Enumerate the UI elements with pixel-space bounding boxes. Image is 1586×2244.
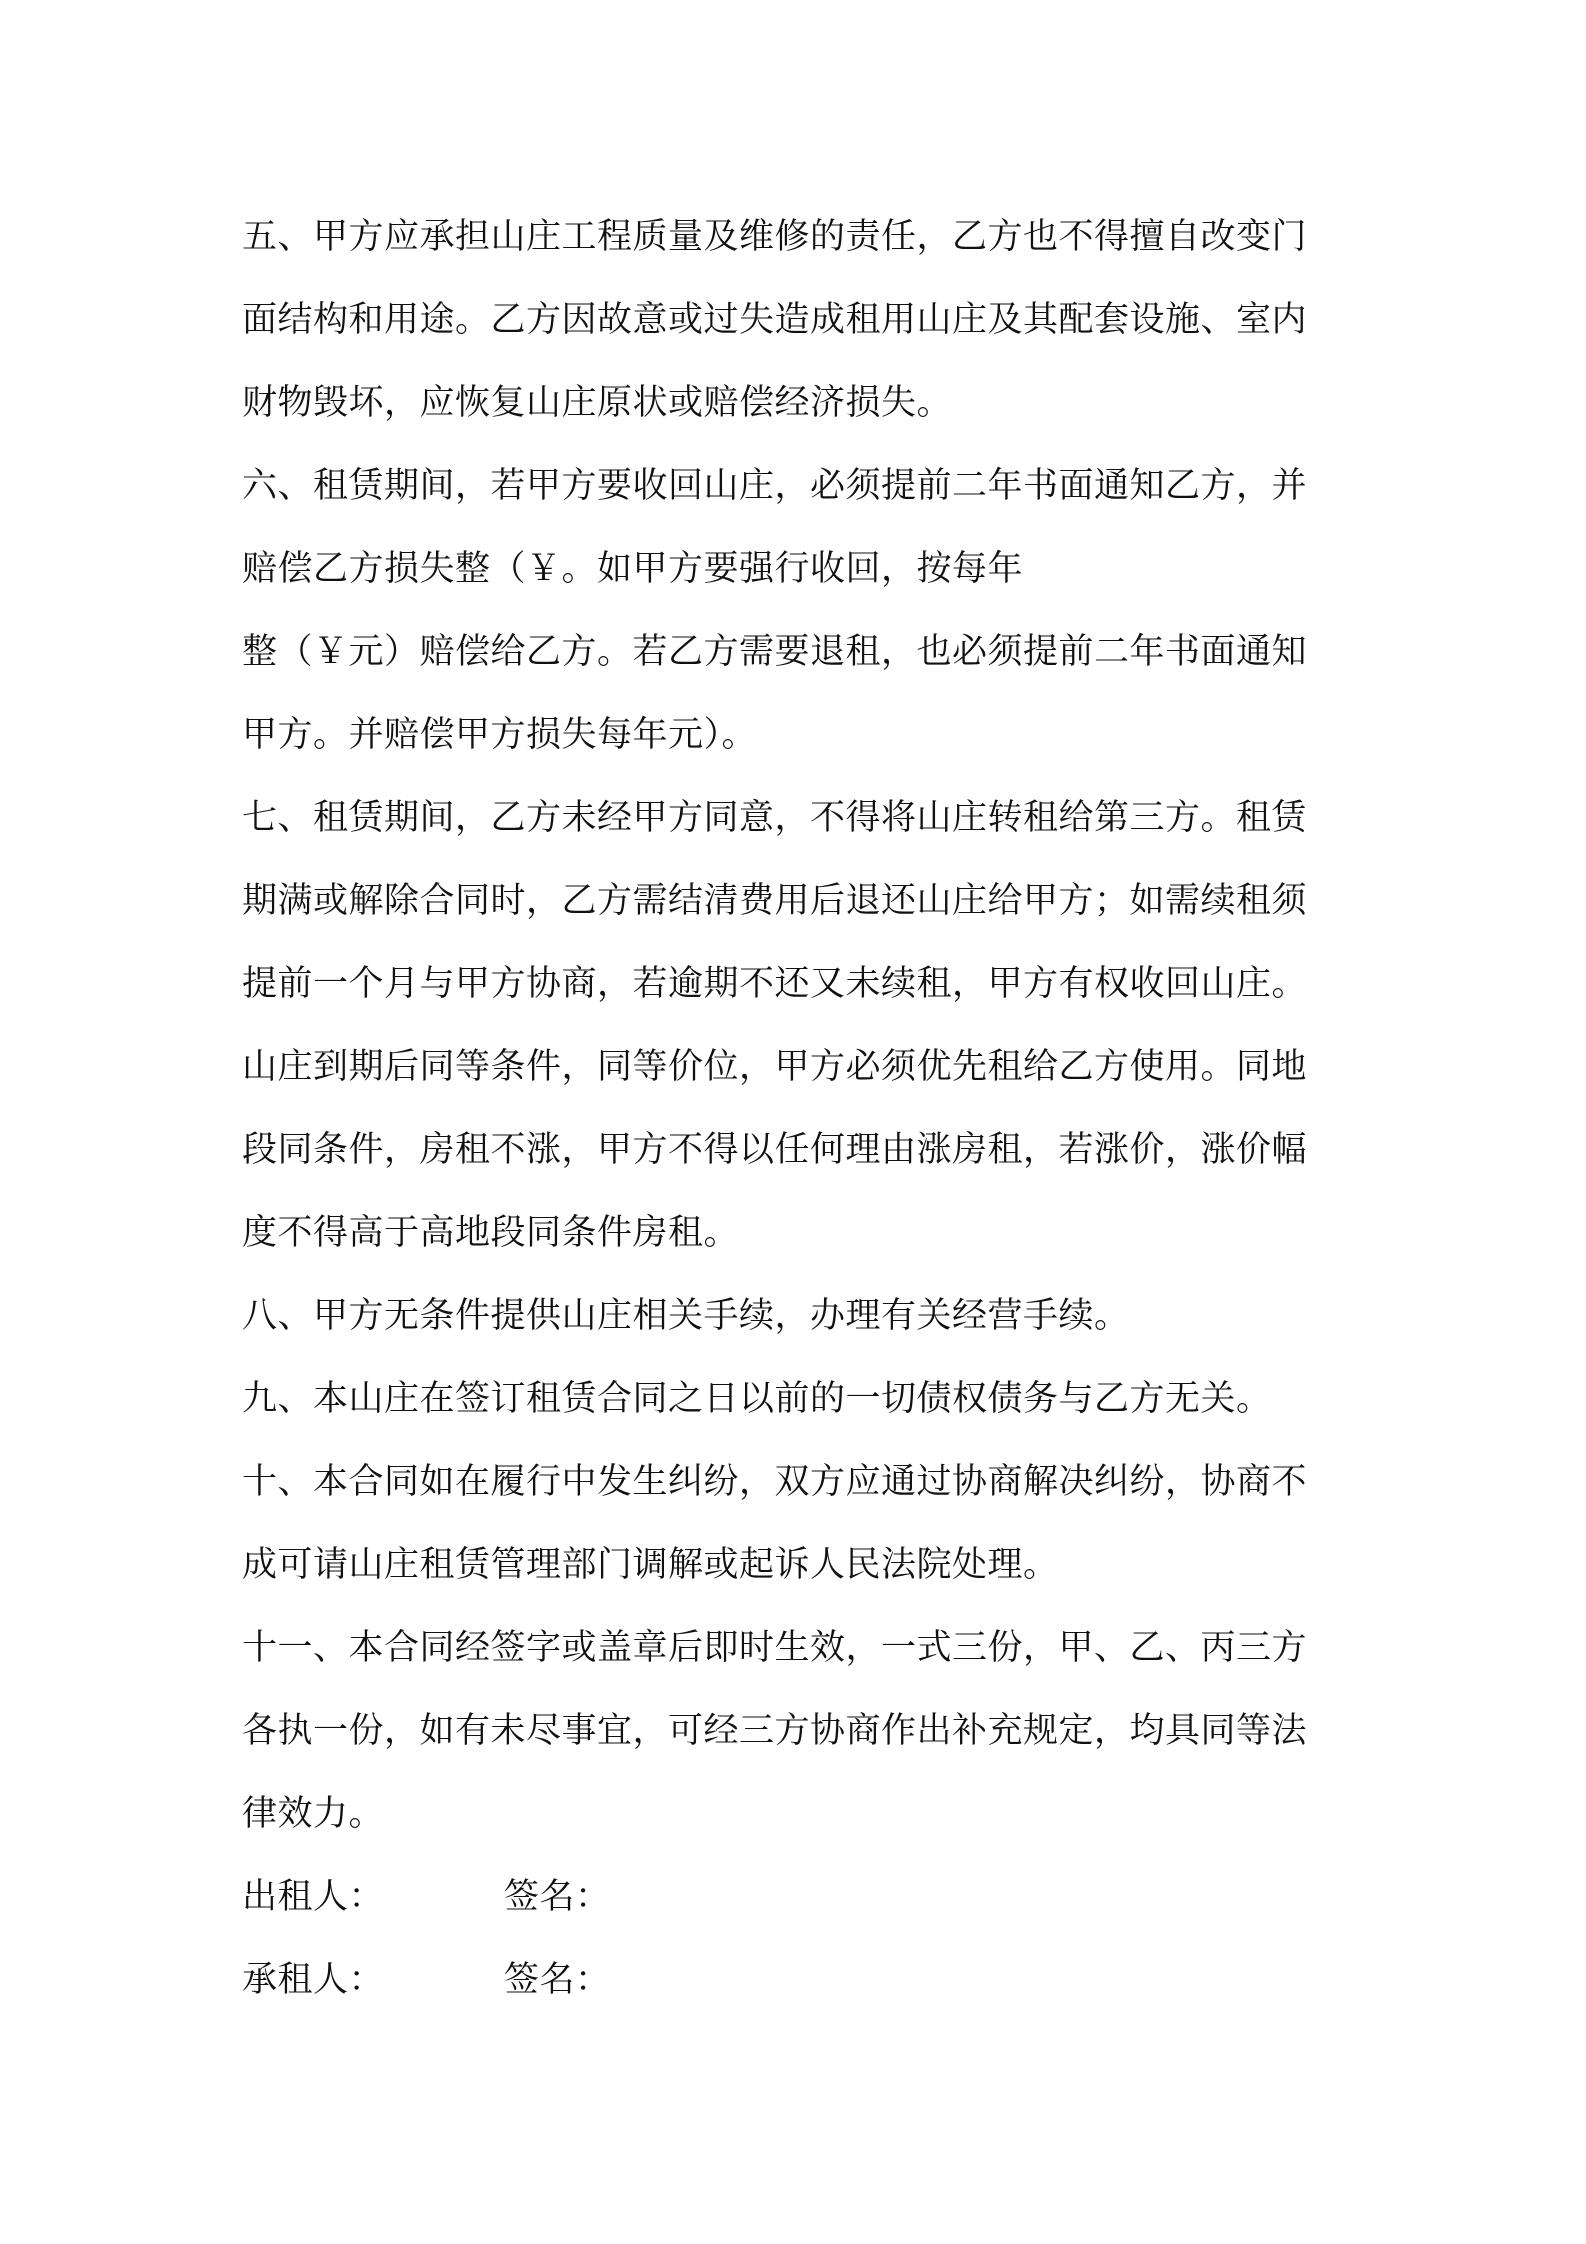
clause-line: 各执一份，如有未尽事宜，可经三方协商作出补充规定，均具同等法 <box>242 1711 1308 1751</box>
clause-line: 成可请山庄租赁管理部门调解或起诉人民法院处理。 <box>242 1545 1059 1585</box>
contract-body <box>242 196 1362 2022</box>
clause-line: 财物毁坏，应恢复山庄原状或赔偿经济损失。 <box>242 383 953 423</box>
clause-8 <box>242 1275 1362 1358</box>
lessor-signature-line <box>242 1856 1362 1939</box>
clause-line: 律效力。 <box>242 1794 385 1834</box>
lessor-sign-label: 签名： <box>504 1877 611 1917</box>
clause-line: 整（￥元）赔偿给乙方。若乙方需要退租，也必须提前二年书面通知 <box>242 632 1308 672</box>
clause-line: 甲方。并赔偿甲方损失每年元）。 <box>242 715 758 755</box>
clause-line: 赔偿乙方损失整（￥。如甲方要强行收回，按每年 <box>242 549 1024 589</box>
clause-line: 七、租赁期间，乙方未经甲方同意，不得将山庄转租给第三方。租赁 <box>242 798 1308 838</box>
clause-line: 十一、本合同经签字或盖章后即时生效，一式三份，甲、乙、丙三方 <box>242 1628 1308 1668</box>
clause-line: 八、甲方无条件提供山庄相关手续，办理有关经营手续。 <box>242 1296 1130 1336</box>
clause-11 <box>242 1607 1362 1856</box>
clause-9 <box>242 1358 1362 1441</box>
clause-line: 五、甲方应承担山庄工程质量及维修的责任，乙方也不得擅自改变门 <box>242 217 1308 257</box>
signature-block <box>242 1856 1362 2022</box>
clause-line: 面结构和用途。乙方因故意或过失造成租用山庄及其配套设施、室内 <box>242 300 1308 340</box>
clause-6 <box>242 445 1362 777</box>
clause-line: 提前一个月与甲方协商，若逾期不还又未续租，甲方有权收回山庄。 <box>242 964 1308 1004</box>
lessor-label: 出租人： <box>242 1877 385 1917</box>
clause-5 <box>242 196 1362 445</box>
clause-line: 九、本山庄在签订租赁合同之日以前的一切债权债务与乙方无关。 <box>242 1379 1272 1419</box>
clause-line: 段同条件，房租不涨，甲方不得以任何理由涨房租，若涨价，涨价幅 <box>242 1130 1308 1170</box>
clause-10 <box>242 1441 1362 1607</box>
lessee-signature-line <box>242 1939 1362 2022</box>
clause-7 <box>242 777 1362 1275</box>
lessee-label: 承租人： <box>242 1960 385 2000</box>
clause-line: 期满或解除合同时，乙方需结清费用后退还山庄给甲方；如需续租须 <box>242 881 1308 921</box>
clause-line: 度不得高于高地段同条件房租。 <box>242 1213 740 1253</box>
clause-line: 六、租赁期间，若甲方要收回山庄，必须提前二年书面通知乙方，并 <box>242 466 1308 506</box>
clause-line: 十、本合同如在履行中发生纠纷，双方应通过协商解决纠纷，协商不 <box>242 1462 1308 1502</box>
lessee-sign-label: 签名： <box>504 1960 611 2000</box>
clause-line: 山庄到期后同等条件，同等价位，甲方必须优先租给乙方使用。同地 <box>242 1047 1308 1087</box>
